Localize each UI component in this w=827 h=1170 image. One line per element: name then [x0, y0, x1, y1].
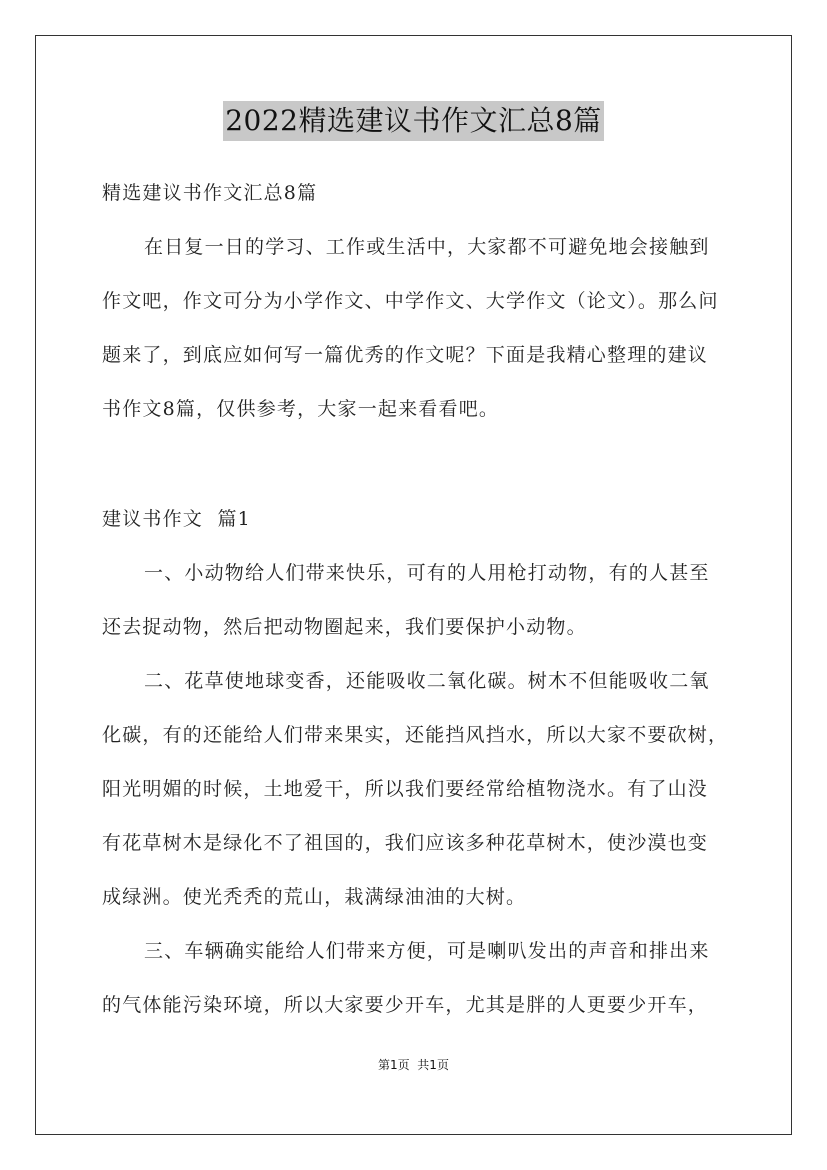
intro-line: 题来了，到底应如何写一篇优秀的作文呢？下面是我精心整理的建议	[102, 344, 709, 366]
title-container	[0, 101, 827, 141]
paragraph-line: 有花草树木是绿化不了祖国的，我们应该多种花草树木，使沙漠也变	[102, 832, 709, 854]
paragraph-3	[102, 924, 742, 1032]
paragraph-line: 二、花草使地球变香，还能吸收二氧化碳。树木不但能吸收二氧	[144, 670, 710, 692]
paragraph-line: 的气体能污染环境，所以大家要少开车，尤其是胖的人更要少开车，	[102, 994, 709, 1016]
document-subtitle	[102, 166, 742, 220]
paragraph-line: 成绿洲。使光秃秃的荒山，栽满绿油油的大树。	[102, 886, 527, 908]
intro-line: 书作文8篇，仅供参考，大家一起来看看吧。	[102, 398, 500, 420]
intro-line: 在日复一日的学习、工作或生活中，大家都不可避免地会接触到	[144, 236, 710, 258]
intro-line: 作文吧，作文可分为小学作文、中学作文、大学作文（论文）。那么问	[102, 290, 719, 312]
paragraph-line: 阳光明媚的时候，土地爱干，所以我们要经常给植物浇水。有了山没	[102, 778, 709, 800]
subtitle-line: 精选建议书作文汇总8篇	[102, 182, 318, 204]
section-heading	[102, 492, 742, 546]
paragraph-line: 化碳，有的还能给人们带来果实，还能挡风挡水，所以大家不要砍树，	[102, 724, 729, 746]
paragraph-line: 还去捉动物，然后把动物圈起来，我们要保护小动物。	[102, 616, 587, 638]
paragraph-line: 三、车辆确实能给人们带来方便，可是喇叭发出的声音和排出来	[144, 940, 710, 962]
section-heading-line: 建议书作文 篇1	[102, 508, 251, 530]
document-title: 2022精选建议书作文汇总8篇	[223, 101, 604, 141]
page-footer: 第1页 共1页	[378, 1058, 449, 1072]
paragraph-2	[102, 654, 742, 924]
intro-paragraph	[102, 220, 742, 436]
paragraph-line: 一、小动物给人们带来快乐，可有的人用枪打动物，有的人甚至	[144, 562, 710, 584]
paragraph-1	[102, 546, 742, 654]
